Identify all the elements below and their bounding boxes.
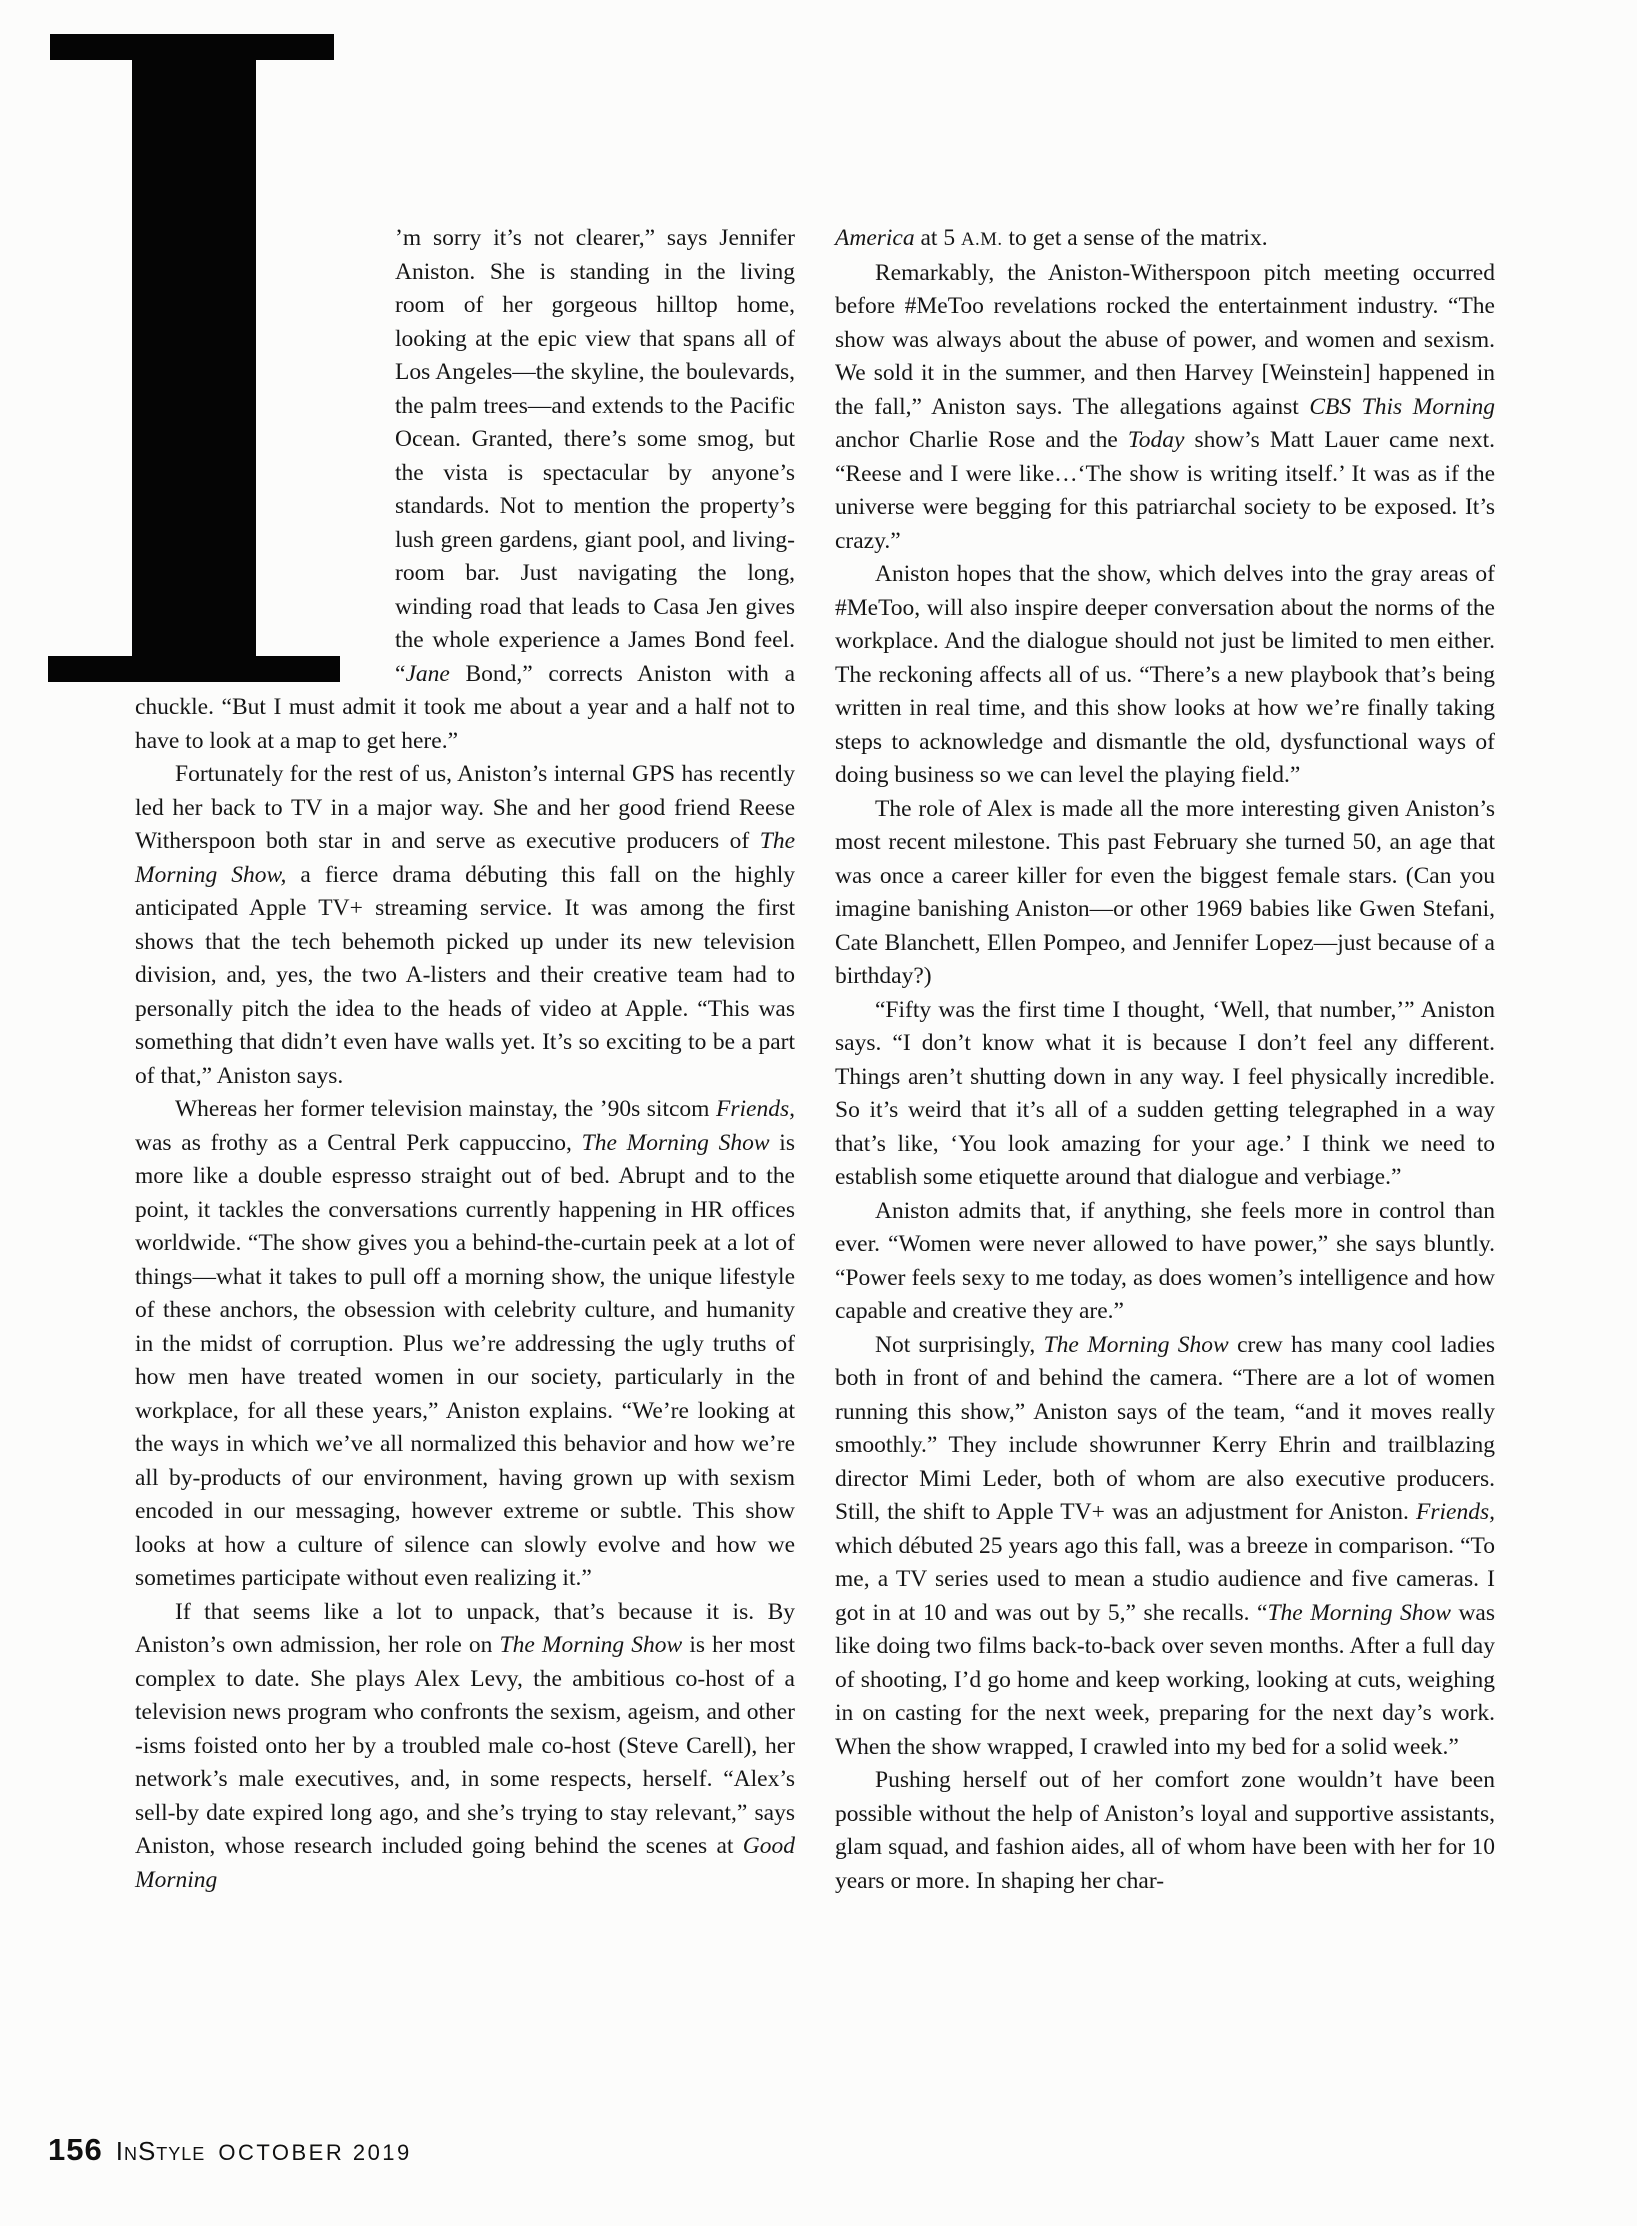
text-run: Not surprisingly, [875, 1331, 1044, 1358]
text-run: Fortunately for the rest of us, Aniston’s internal GPS has recently led her back to TV in a major way. She and her good friend Reese Witherspoon both star in and serve as executive producers of [135, 761, 795, 854]
italic-run: Jane [405, 660, 450, 687]
text-run: If that seems like a lot to unpack, that’s because it is. By Aniston’s own admission, her role on [135, 1598, 795, 1658]
article-paragraph [835, 222, 1495, 257]
italic-run: The Morning Show [581, 1129, 770, 1156]
text-run: to get a sense of the matrix. [1002, 225, 1268, 251]
italic-run: Friends, [716, 1096, 795, 1122]
text-run: anchor Charlie Rose and the [835, 427, 1128, 453]
italic-run: The Morning Show, [135, 828, 795, 888]
article-paragraph [835, 1764, 1495, 1898]
article-paragraph [135, 1596, 795, 1898]
text-run: ’m sorry it’s not clearer,” says Jennifer Aniston. She is standing in the living room of her gorgeous hilltop home, looking at the epic view that spans all of Los Angeles—the skyline, the boulevards, the palm trees—and extends to the Pacific Ocean. Granted, there’s some smog, but the vista is spectacular by anyone’s standards. Not to mention the property’s lush green gardens, giant pool, and living-room bar. Just navigating the long, winding road that leads to Casa Jen gives the whole experience a James Bond feel. “ [395, 225, 795, 687]
text-run: “Fifty was the first time I thought, ‘Well, that number,’” Aniston says. “I don’t know what it is because I don’t feel any different. Things aren’t shutting down in any way. I feel physically incredible. So it’s weird that it’s all of a sudden getting telegraphed in a way that’s like, ‘You look amazing for your age.’ I think we need to establish some etiquette around that dialogue and verbiage.” [835, 996, 1495, 1190]
drop-cap-spacer [135, 222, 395, 691]
italic-run: The Morning Show [1267, 1599, 1451, 1626]
text-run: a fierce drama débuting this fall on the highly anticipated Apple TV+ streaming service. It was among the first shows that the tech behemoth picked up under its new television division, and, yes, the two A-listers and their creative team had to personally pitch the idea to the heads of video at Apple. “This was something that didn’t even have walls yet. It’s so exciting to be a part of that,” Aniston says. [135, 861, 795, 1089]
article-paragraph [835, 558, 1495, 793]
article-paragraph [135, 1093, 795, 1596]
text-run: Whereas her former television mainstay, the ’90s sitcom [175, 1096, 717, 1122]
text-run: is her most complex to date. She plays Alex Levy, the ambitious co-host of a television news program who confronts the sexism, ageism, and other -isms foisted onto her by a troubled male co-host (Steve Carell), her network’s male executives, and, in some respects, herself. “Alex’s sell-by date expired long ago, and she’s trying to stay relevant,” says Aniston, whose research included going behind the scenes at [135, 1632, 795, 1859]
text-run: was as frothy as a Central Perk cappuccino, [135, 1129, 582, 1156]
text-run: Remarkably, the Aniston-Witherspoon pitch meeting occurred before #MeToo revelations rocked the entertainment industry. “The show was always about the abuse of power, and women and sexism. We sold it in the summer, and then Harvey [Weinstein] happened in the fall,” Aniston says. The allegations against [835, 259, 1495, 420]
italic-run: Today [1127, 427, 1185, 453]
text-run: Pushing herself out of her comfort zone wouldn’t have been possible without the help of Aniston’s loyal and supportive assistants, glam squad, and fashion aides, all of whom have been with her for 10 years or more. In shaping her char- [835, 1767, 1495, 1894]
italic-run: America [835, 225, 915, 251]
italic-run: CBS This Morning [1309, 393, 1496, 420]
italic-run: The Morning Show [499, 1632, 683, 1658]
text-run: Bond,” corrects Aniston with a chuckle. “But I must admit it took me about a year and a half not to have to look at a map to get here.” [135, 660, 795, 754]
text-run: which débuted 25 years ago this fall, was a breeze in comparison. “To me, a TV series used to mean a studio audience and five cameras. I got in at 10 and was out by 5,” she recalls. “ [835, 1532, 1495, 1626]
article-paragraph [835, 1329, 1495, 1765]
text-run: Aniston hopes that the show, which delves into the gray areas of #MeToo, will also inspire deeper conversation about the norms of the workplace. And the dialogue should not just be limited to men either. The reckoning affects all of us. “There’s a new playbook that’s being written in real time, and this show looks at how we’re finally taking steps to acknowledge and dismantle the old, dysfunctional ways of doing business so we can level the playing field.” [835, 561, 1495, 788]
drop-cap-letter [48, 34, 49, 35]
text-run: The role of Alex is made all the more interesting given Aniston’s most recent milestone. This past February she turned 50, an age that was once a career killer for even the biggest female stars. (Can you imagine banishing Aniston—or other 1969 babies like Gwen Stefani, Cate Blanchett, Ellen Pompeo, and Jennifer Lopez—just because of a birthday?) [835, 795, 1495, 989]
magazine-name: InStyle [115, 2136, 206, 2166]
italic-run: Good Morning [135, 1833, 795, 1893]
text-run: crew has many cool ladies both in front of and behind the camera. “There are a lot of women running this show,” Aniston says of the team, “and it moves really smoothly.” They include showrunner Kerry Ehrin and trailblazing director Mimi Leder, both of whom are also executive producers. Still, the shift to Apple TV+ was an adjustment for Aniston. [835, 1331, 1495, 1525]
text-run: Aniston admits that, if anything, she feels more in control than ever. “Women were never allowed to have power,” she says bluntly. “Power feels sexy to me today, as does women’s intelligence and how capable and creative they are.” [835, 1197, 1495, 1324]
issue-date: OCTOBER 2019 [218, 2140, 412, 2165]
italic-run: The Morning Show [1043, 1331, 1229, 1358]
article-paragraph [835, 1195, 1495, 1329]
page-number: 156 [48, 2132, 103, 2167]
page-footer [48, 2132, 412, 2168]
left-column [135, 222, 795, 1897]
text-run: is more like a double espresso straight out of bed. Abrupt and to the point, it tackles the conversations currently happening in HR offices worldwide. “The show gives you a behind-the-curtain peek at a lot of things—what it takes to pull off a morning show, the unique lifestyle of these anchors, the obsession with celebrity culture, and humanity in the midst of corruption. Plus we’re addressing the ugly truths of how men have treated women in our society, particularly in the workplace, for all these years,” Aniston explains. “We’re looking at the ways in which we’ve all normalized this behavior and how we’re all by-products of our environment, having grown up with sexism encoded in our messaging, however extreme or subtle. This show looks at how a culture of silence can slowly evolve and how we sometimes participate without even realizing it.” [135, 1129, 795, 1591]
text-run: was like doing two films back-to-back over seven months. After a full day of shooting, I’d go home and keep working, looking at cuts, weighing in on casting for the next week, preparing for the next day’s work. When the show wrapped, I crawled into my bed for a solid week.” [835, 1599, 1496, 1760]
text-run: at 5 [914, 225, 961, 251]
article-paragraph [135, 758, 795, 1093]
article-paragraph [835, 994, 1495, 1195]
text-run: show’s Matt Lauer came next. “Reese and I were like…‘The show is writing itself.’ It was as if the universe were begging for this patriarchal society to be exposed. It’s crazy.” [835, 427, 1495, 554]
italic-run: Friends, [1416, 1499, 1495, 1525]
smallcaps-run: A.M. [960, 229, 1003, 250]
article-paragraph [835, 257, 1495, 559]
article-paragraph [835, 793, 1495, 994]
right-column [835, 222, 1495, 1898]
